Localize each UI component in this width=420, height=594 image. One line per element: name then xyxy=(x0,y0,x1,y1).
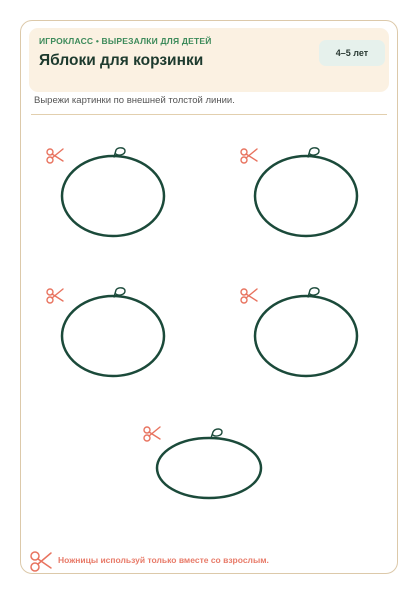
scissors-icon xyxy=(47,149,63,163)
apple-outline xyxy=(62,288,164,376)
apple-outline xyxy=(62,148,164,236)
apple-outline xyxy=(157,429,261,498)
age-badge: 4–5 лет xyxy=(319,40,385,66)
cutout-apple-3[interactable] xyxy=(47,288,164,376)
page-title: Яблоки для корзинки xyxy=(39,52,204,69)
cutout-apple-5[interactable] xyxy=(144,427,261,498)
apple-outline xyxy=(255,148,357,236)
apple-outline xyxy=(255,288,357,376)
cutout-apple-4[interactable] xyxy=(241,288,357,376)
cutout-apple-2[interactable] xyxy=(241,148,357,236)
instruction-text: Вырежи картинки по внешней толстой линии. xyxy=(34,95,235,106)
scissors-icon xyxy=(47,289,63,303)
footer-scissors-icon xyxy=(31,552,51,571)
scissors-icon xyxy=(144,427,160,441)
brand-kicker: ИГРОКЛАСС • ВЫРЕЗАЛКИ ДЛЯ ДЕТЕЙ xyxy=(39,36,212,46)
cutout-apple-1[interactable] xyxy=(47,148,164,236)
scissors-icon xyxy=(241,289,257,303)
safety-note: Ножницы используй только вместе со взрослым. xyxy=(58,555,269,565)
scissors-icon xyxy=(241,149,257,163)
